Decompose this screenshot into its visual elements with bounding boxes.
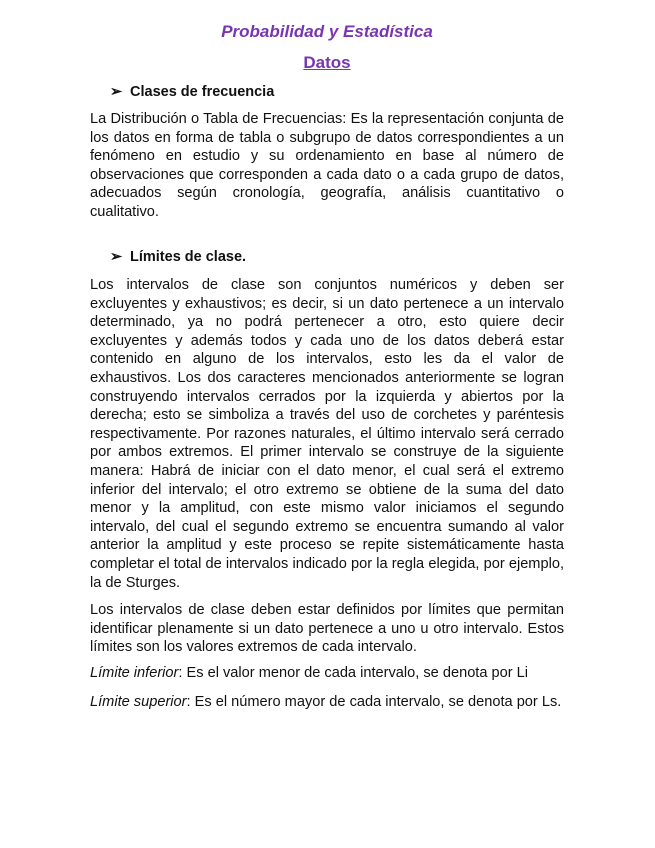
document-subtitle: Datos xyxy=(303,53,351,72)
term-limite-superior: Límite superior xyxy=(90,694,187,710)
paragraph-limite-superior xyxy=(90,693,564,712)
section-heading-label: Clases de frecuencia xyxy=(130,84,275,100)
arrow-bullet-icon: ➢ xyxy=(110,84,123,100)
definition-limite-inferior: : Es el valor menor de cada intervalo, se denota por Li xyxy=(178,665,529,681)
section-heading-limites xyxy=(110,248,246,266)
section-heading-label: Límites de clase. xyxy=(130,249,247,265)
paragraph-limite-inferior xyxy=(90,664,564,683)
definition-limite-superior: : Es el número mayor de cada intervalo, se denota por Ls. xyxy=(186,694,562,710)
document-title: Probabilidad y Estadística xyxy=(221,22,433,41)
paragraph-intervalos: Los intervalos de clase son conjuntos numéricos y deben ser excluyentes y exhaustivos; es decir, si un dato pertenece a un intervalo determinado, ya no podrá pertenecer a otro, esto quiere decir excluyentes y además todos y cada uno de los datos deberá estar contenido en alguno de los intervalos, esto les da el valor de exhaustivos. Los dos caracteres mencionados anteriormente se logran construyendo intervalos cerrados por la izquierda y abiertos por la derecha; esto se simboliza a través del uso de corchetes y paréntesis respectivamente. Por razones naturales, el último intervalo será cerrado por ambos extremos. El primer intervalo se construye de la siguiente manera: Habrá de iniciar con el dato menor, el cual será el extremo inferior del intervalo; el otro extremo se obtiene de la suma del dato menor y la amplitud, con este mismo valor iniciamos el segundo intervalo, del cual el segundo extremo se encuentra sumando al valor anterior la amplitud y este proceso se repite sistemáticamente hasta completar el total de intervalos indicado por la regla elegida, por ejemplo, la de Sturges. xyxy=(90,277,564,591)
section-heading-clases xyxy=(110,83,274,101)
term-limite-inferior: Límite inferior xyxy=(90,665,179,681)
paragraph-distribucion: La Distribución o Tabla de Frecuencias: Es la representación conjunta de los datos en forma de tabla o subgrupo de datos correspondientes a un fenómeno en estudio y su ordenamiento en base al número de observaciones que corresponden a cada dato o a cada grupo de datos, adecuados según cronología, geografía, análisis cuantitativo o cualitativo. xyxy=(90,111,564,220)
arrow-bullet-icon: ➢ xyxy=(110,249,123,265)
paragraph-limites-definidos: Los intervalos de clase deben estar definidos por límites que permitan identificar plenamente si un dato pertenece a uno u otro intervalo. Estos límites son los valores extremos de cada intervalo. xyxy=(90,602,564,656)
